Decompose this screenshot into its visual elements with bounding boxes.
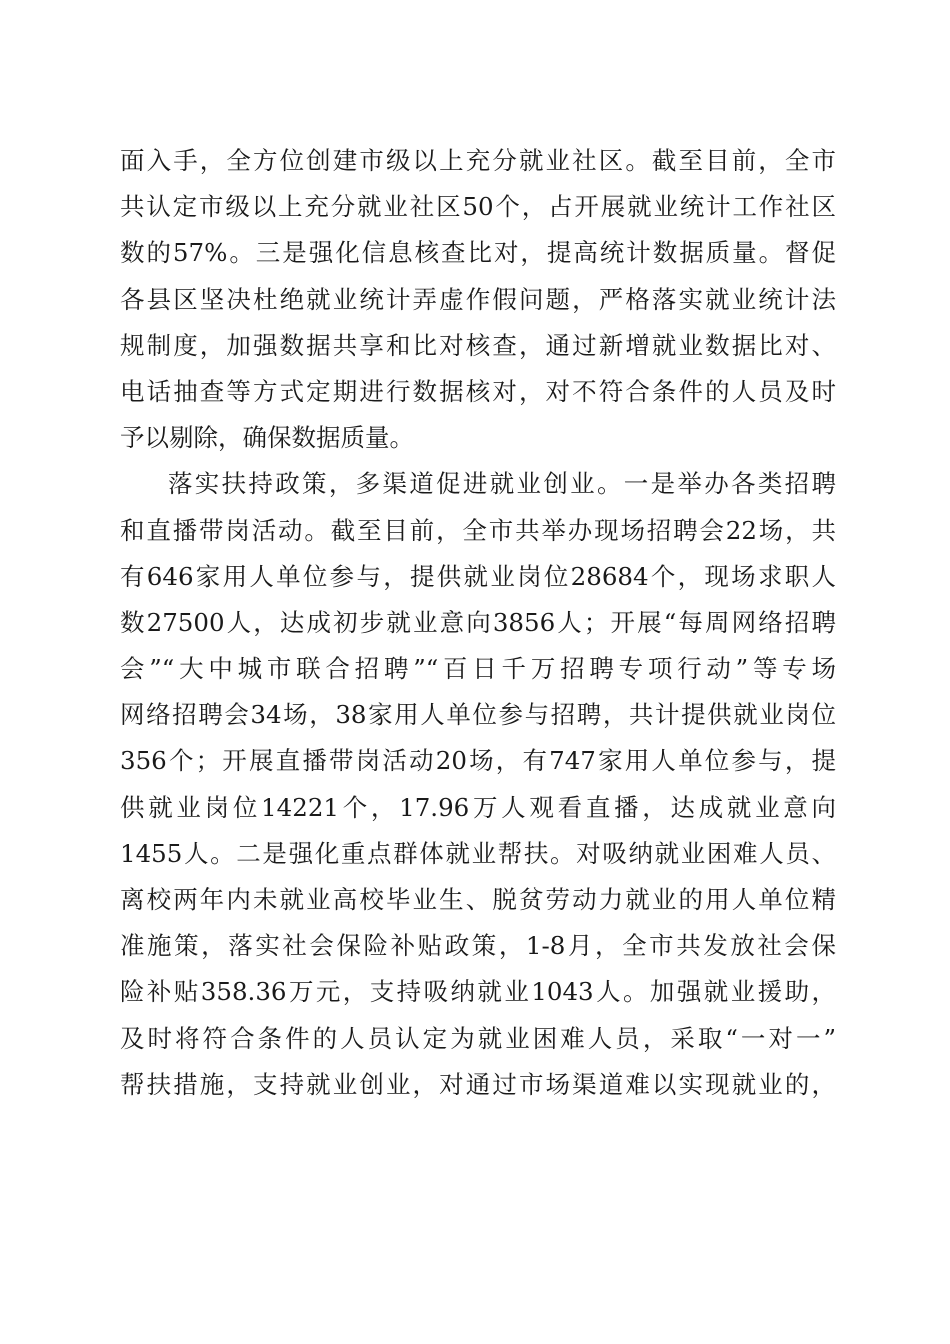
body-text (120, 138, 836, 1108)
paragraph-line: 数27500人，达成初步就业意向3856人；开展“每周网络招聘 (120, 607, 836, 637)
paragraph-line: 准施策，落实社会保险补贴政策，1-8月，全市共发放社会保 (120, 931, 836, 961)
paragraph-line: 和直播带岗活动。截至目前，全市共举办现场招聘会22场，共 (120, 515, 836, 545)
paragraph-line: 数的57%。三是强化信息核查比对，提高统计数据质量。督促 (120, 238, 836, 268)
paragraph-line: 及时将符合条件的人员认定为就业困难人员，采取“一对一” (120, 1023, 836, 1053)
paragraph-line: 356个；开展直播带岗活动20场，有747家用人单位参与，提 (120, 746, 836, 776)
paragraph-line: 面入手，全方位创建市级以上充分就业社区。截至目前，全市 (120, 146, 836, 175)
paragraph-line: 网络招聘会34场，38家用人单位参与招聘，共计提供就业岗位 (120, 700, 836, 730)
paragraph-line: 供就业岗位14221个，17.96万人观看直播，达成就业意向 (120, 792, 836, 822)
paragraph-line: 电话抽查等方式定期进行数据核对，对不符合条件的人员及时 (120, 376, 836, 406)
paragraph-line: 共认定市级以上充分就业社区50个，占开展就业统计工作社区 (120, 192, 836, 222)
paragraph-line: 会”“大中城市联合招聘”“百日千万招聘专项行动”等专场 (120, 654, 836, 684)
paragraph-line: 各县区坚决杜绝就业统计弄虚作假问题，严格落实就业统计法 (120, 284, 836, 314)
paragraph-line: 落实扶持政策，多渠道促进就业创业。一是举办各类招聘 (168, 469, 836, 499)
paragraph-line: 1455人。二是强化重点群体就业帮扶。对吸纳就业困难人员、 (120, 838, 836, 868)
paragraph-line: 有646家用人单位参与，提供就业岗位28684个，现场求职人 (120, 561, 836, 591)
paragraph-line: 帮扶措施，支持就业创业，对通过市场渠道难以实现就业的， (120, 1069, 836, 1099)
paragraph-line: 规制度，加强数据共享和比对核查，通过新增就业数据比对、 (120, 330, 836, 360)
paragraph-line: 险补贴358.36万元，支持吸纳就业1043人。加强就业援助， (120, 977, 836, 1007)
paragraph-line: 离校两年内未就业高校毕业生、脱贫劳动力就业的用人单位精 (120, 885, 836, 914)
paragraph-line: 予以剔除，确保数据质量。 (120, 423, 414, 453)
